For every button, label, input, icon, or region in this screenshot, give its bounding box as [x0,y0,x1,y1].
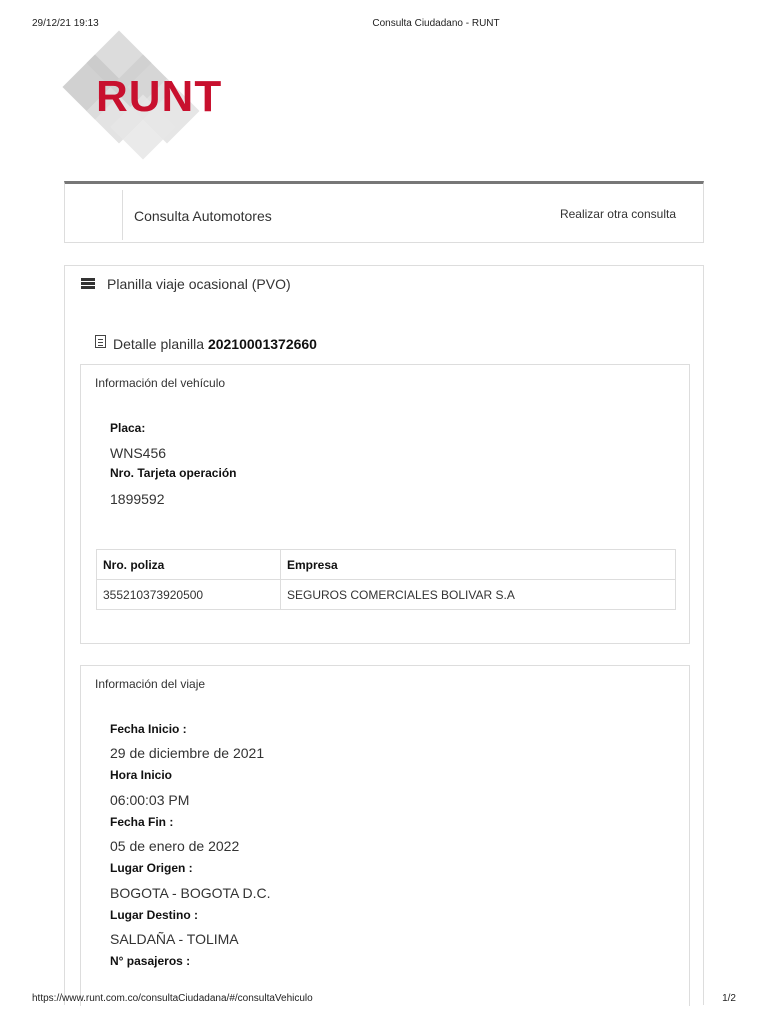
planilla-panel [64,265,704,1005]
viaje-section-title: Información del viaje [95,677,206,691]
origen-value: BOGOTA - BOGOTA D.C. [110,885,271,901]
vehiculo-section [80,364,690,644]
placa-value: WNS456 [110,445,167,461]
panel-title: Planilla viaje ocasional (PVO) [107,276,291,292]
poliza-table [96,549,676,610]
detalle-number: 20210001372660 [207,336,317,352]
table-row [97,580,676,610]
fecha-inicio-value: 29 de diciembre de 2021 [110,745,265,761]
tarjeta-label: Nro. Tarjeta operación [110,466,237,480]
viaje-section [80,665,690,1006]
consulta-nav-bar [64,181,704,243]
fecha-fin-value: 05 de enero de 2022 [110,838,240,854]
destino-label: Lugar Destino : [110,908,199,922]
fecha-fin-label: Fecha Fin : [110,815,174,829]
runt-logo[interactable] [62,38,302,156]
tarjeta-value: 1899592 [110,491,165,507]
placa-label: Placa: [110,421,146,435]
empresa-cell: SEGUROS COMERCIALES BOLIVAR S.A [281,580,676,610]
logo-wordmark: RUNT [96,72,223,121]
table-header-row [97,550,676,580]
print-header [0,18,768,32]
vehiculo-section-title: Información del vehículo [95,376,226,390]
detalle-planilla [113,336,317,352]
origen-label: Lugar Origen : [110,861,193,875]
detalle-label: Detalle planilla [113,336,205,352]
nav-title: Consulta Automotores [134,208,272,224]
pasajeros-label: N° pasajeros : [110,954,191,968]
destino-value: SALDAÑA - TOLIMA [110,931,239,947]
print-url: https://www.runt.com.co/consultaCiudadana/#/consultaVehiculo [32,993,313,1004]
list-icon [81,278,95,289]
print-datetime: 29/12/21 19:13 [32,18,99,29]
fecha-inicio-label: Fecha Inicio : [110,722,187,736]
hora-inicio-value: 06:00:03 PM [110,792,190,808]
hora-inicio-label: Hora Inicio [110,768,173,782]
print-page-number: 1/2 [722,993,736,1004]
column-header: Empresa [281,550,676,580]
column-header: Nro. poliza [97,550,281,580]
realizar-otra-consulta-link[interactable]: Realizar otra consulta [559,207,676,221]
document-icon [95,335,106,348]
poliza-cell: 355210373920500 [97,580,281,610]
print-doc-title: Consulta Ciudadano - RUNT [372,18,500,29]
nav-divider [122,190,123,240]
